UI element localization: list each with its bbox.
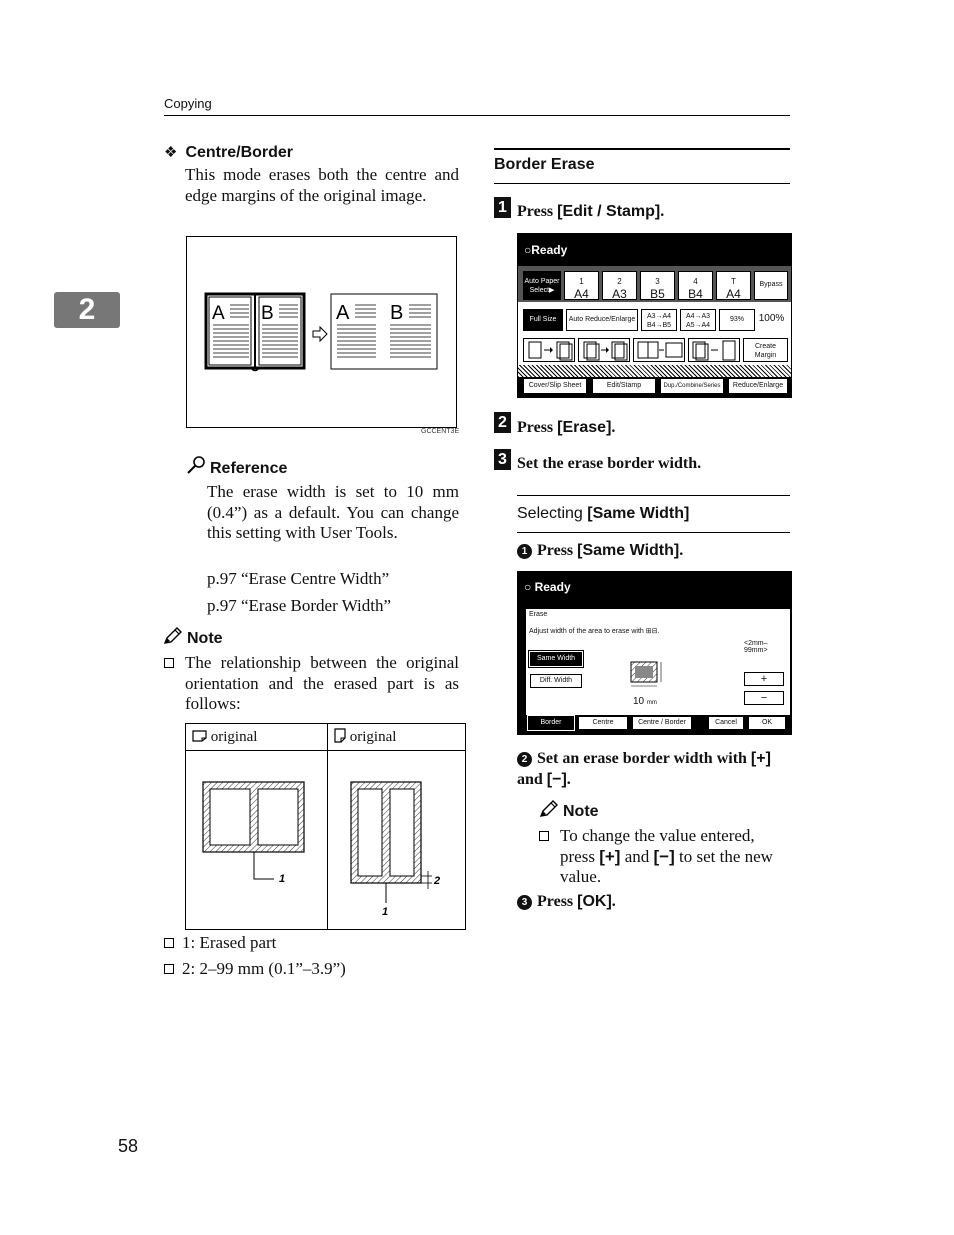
header-rule xyxy=(164,115,790,116)
centre-border-text: This mode erases both the centre and edge margins of the original image. xyxy=(185,165,459,205)
status-bar xyxy=(518,234,791,266)
reduce-enlarge-tab[interactable]: Reduce/Enlarge xyxy=(728,378,788,394)
create-margin-button[interactable]: Create Margin xyxy=(743,338,788,362)
ratio-display: 100% xyxy=(755,309,788,331)
erase-screen xyxy=(517,571,792,735)
duplex-1to2-button[interactable] xyxy=(523,338,575,362)
erase-width-value: 10 mm xyxy=(633,696,657,707)
centre-border-figure xyxy=(186,236,457,428)
figure1-caption: GCCENT3E xyxy=(421,428,460,435)
pencil-icon xyxy=(163,627,183,645)
plus-button[interactable]: + xyxy=(744,672,784,686)
border-erase-bottom-rule xyxy=(494,183,790,184)
selecting-heading: Selecting [Same Width] xyxy=(517,505,690,522)
step-2-text: Press [Erase]. xyxy=(517,419,616,436)
ratio-93-button[interactable]: 93% xyxy=(719,309,755,331)
centre-border-heading: ❖ Centre/Border xyxy=(164,144,294,161)
erase-panel xyxy=(525,608,791,716)
dup-combine-series-tab[interactable]: Dup./Combine/Series xyxy=(660,378,724,394)
border-erase-top-rule xyxy=(494,148,790,150)
landscape-original-icon xyxy=(192,730,207,742)
paper-tray-lct-button[interactable]: T A4 xyxy=(716,271,751,300)
selecting-top-rule xyxy=(517,495,790,496)
portrait-original-icon xyxy=(334,728,346,743)
border-tab[interactable]: Border xyxy=(528,716,574,730)
substep-3-text: 3 Press [OK]. xyxy=(517,893,616,911)
table-header-portrait: original xyxy=(328,724,466,751)
substep-2-text: 2 Set an erase border width with [+] and [−]. xyxy=(517,750,771,788)
paper-tray-1-button[interactable]: 1 A4 xyxy=(564,271,599,300)
orientation-table xyxy=(185,723,466,930)
bypass-button[interactable]: Bypass xyxy=(754,271,788,300)
label-1: 1 xyxy=(279,873,286,885)
running-header: Copying xyxy=(164,96,212,111)
paper-tray-4-button[interactable]: 4 B4 xyxy=(678,271,713,300)
minus-button[interactable]: − xyxy=(744,691,784,705)
label-1-portrait: 1 xyxy=(382,906,389,918)
page-number: 58 xyxy=(118,1136,139,1156)
reference-text: The erase width is set to 10 mm (0.4”) as a default. You can change this setting with User Tools. xyxy=(207,482,459,542)
note-text: The relationship between the original orientation and the erased part is as follows: xyxy=(185,653,459,713)
screen-pattern-band xyxy=(518,365,791,377)
cancel-button[interactable]: Cancel xyxy=(708,716,744,730)
substep-1-text: 1 Press [Same Width]. xyxy=(517,542,683,560)
paper-tray-2-button[interactable]: 2 A3 xyxy=(602,271,637,300)
erase-range: <2mm–99mm> xyxy=(744,640,768,654)
auto-paper-select-button[interactable]: Auto Paper Select▶ xyxy=(523,271,561,300)
border-width-diagram xyxy=(626,659,670,693)
edit-stamp-tab[interactable]: Edit/Stamp xyxy=(592,378,656,394)
book-erase-illustration xyxy=(187,237,456,427)
cover-slip-sheet-tab[interactable]: Cover/Slip Sheet xyxy=(523,378,587,394)
step-1-number: 1 xyxy=(494,197,511,218)
same-width-button[interactable]: Same Width xyxy=(530,652,582,666)
magnifier-icon xyxy=(186,455,206,475)
fig-letter-a2: A xyxy=(336,302,350,324)
portrait-diagram-cell xyxy=(328,751,466,930)
landscape-diagram-cell xyxy=(186,751,328,930)
arrow-right-icon xyxy=(313,327,327,341)
fig-letter-a: A xyxy=(212,303,225,324)
erase-panel-title: Erase xyxy=(529,611,548,618)
reference-link-centre[interactable]: p.97 “Erase Centre Width” xyxy=(207,569,390,588)
label-2: 2 xyxy=(434,875,441,887)
bullet-erased-part: 1: Erased part xyxy=(164,933,276,954)
reference-heading: Reference xyxy=(186,455,287,478)
table-header-landscape: original xyxy=(186,724,328,751)
diff-width-button[interactable]: Diff. Width xyxy=(530,674,582,688)
erase-status-ready: ○ Ready xyxy=(524,580,571,594)
ok-button[interactable]: OK xyxy=(748,716,786,730)
note2-heading: Note xyxy=(539,800,599,821)
note2-text: To change the value entered, press [+] and [−] to set the new value. xyxy=(560,826,773,886)
duplex-2to2-button[interactable] xyxy=(578,338,630,362)
enlarge-a4-a3-button[interactable]: A4→A3 A5→A4 xyxy=(680,309,716,331)
copier-main-screen xyxy=(517,233,792,398)
note-heading: Note xyxy=(163,627,223,648)
status-ready-text: ○Ready xyxy=(524,243,568,257)
auto-reduce-enlarge-button[interactable]: Auto Reduce/Enlarge xyxy=(566,309,638,331)
combine-2to4-button[interactable] xyxy=(688,338,740,362)
step-3-number: 3 xyxy=(494,449,511,470)
selecting-bottom-rule xyxy=(517,532,790,533)
step-1-text: Press [Edit / Stamp]. xyxy=(517,203,665,220)
centre-tab[interactable]: Centre xyxy=(578,716,628,730)
erase-instruction: Adjust width of the area to erase with ⊞⊟. xyxy=(529,628,660,635)
centre-border-tab[interactable]: Centre / Border xyxy=(632,716,692,730)
note2-bullet-box xyxy=(539,826,557,847)
step-2-number: 2 xyxy=(494,412,511,433)
reduce-a3-a4-button[interactable]: A3→A4 B4→B5 xyxy=(641,309,677,331)
diamond-bullet-icon: ❖ xyxy=(164,144,178,161)
pencil-icon xyxy=(539,800,559,818)
bullet-range: 2: 2–99 mm (0.1”–3.9”) xyxy=(164,959,346,980)
combine-1to2-button[interactable] xyxy=(633,338,685,362)
full-size-button[interactable]: Full Size xyxy=(523,309,563,331)
chapter-tab: 2 xyxy=(54,292,120,328)
reference-link-border[interactable]: p.97 “Erase Border Width” xyxy=(207,596,392,615)
paper-tray-3-button[interactable]: 3 B5 xyxy=(640,271,675,300)
fig-letter-b2: B xyxy=(390,302,404,324)
fig-letter-b: B xyxy=(261,303,274,324)
landscape-erase-diagram xyxy=(186,751,327,924)
step-3-text: Set the erase border width. xyxy=(517,455,702,472)
border-erase-title: Border Erase xyxy=(494,156,595,173)
portrait-erase-diagram xyxy=(328,751,465,924)
note-bullet-box xyxy=(164,653,182,674)
